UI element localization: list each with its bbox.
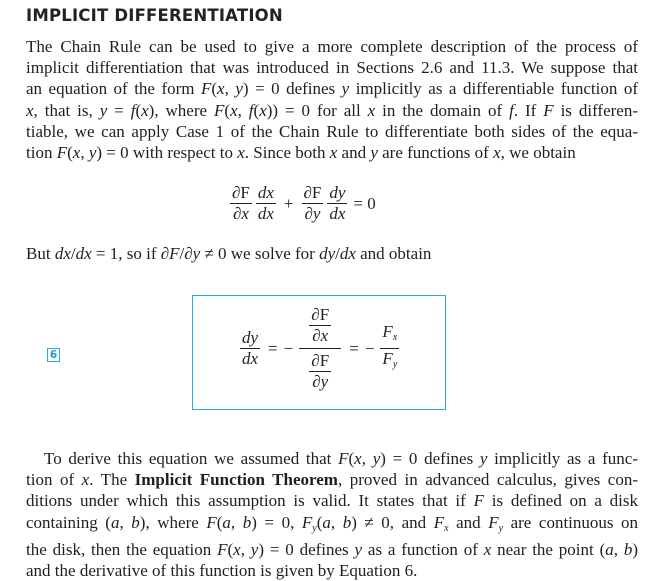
fraction-dF-dy: $\frac{\partial F}{\partial y}$ xyxy=(303,183,322,223)
text-line: The Chain Rule can be used to give a more complete description of the process of xyxy=(26,37,638,56)
compound-fraction xyxy=(299,306,341,391)
text-line: tiable, we can apply Case 1 of the Chain Rule to differentiate both sides of the equa- xyxy=(26,121,638,141)
minus-sign: − xyxy=(364,338,375,358)
minus-sign: − xyxy=(283,338,294,358)
implicit-derivative-formula xyxy=(238,306,401,391)
fraction-dF-dx: $\frac{\partial F}{\partial x}$ xyxy=(311,305,330,345)
text-line: x, that is, y = f(x), where F(x, f(x)) = 0 for all x in the domain of f. If F is differen- xyxy=(26,100,639,120)
text-line: tion of x. The Implicit Function Theorem, proved in advanced calculus, gives con- xyxy=(26,470,639,490)
paragraph-chain-rule-intro xyxy=(26,36,638,163)
text-line: an equation of the form F(x, y) = 0 defines y implicitly as a differentiable function of xyxy=(26,79,638,99)
text-line: tion F(x, y) = 0 with respect to x. Since both x and y are functions of x, we obtain xyxy=(26,143,576,163)
chain-rule-equation xyxy=(228,184,382,223)
equals-sign: = xyxy=(268,338,278,358)
equals-zero: = 0 xyxy=(353,193,376,213)
section-heading: IMPLICIT DIFFERENTIATION xyxy=(26,6,283,25)
paragraph-implicit-function-theorem xyxy=(26,448,638,581)
equation-number-badge: 6 xyxy=(47,348,60,362)
fraction-Fx-Fy: $\frac{F_x}{F_y}$ xyxy=(382,322,398,370)
text-line: ditions under which this assumption is valid. It states that if F is defined on a disk xyxy=(26,491,638,511)
fraction-dy-dx: $\frac{dy}{dx}$ xyxy=(242,328,259,368)
main-fraction-bar xyxy=(299,348,341,349)
fraction-dF-dx: $\frac{\partial F}{\partial x}$ xyxy=(232,183,250,223)
text-line: To derive this equation we assumed that F(x, y) = 0 defines y implicitly as a func- xyxy=(44,449,638,468)
paragraph-solve-for-derivative xyxy=(26,243,638,264)
fraction-dx-dx: $\frac{dx}{dx}$ xyxy=(257,183,274,223)
text-line: But dx/dx = 1, so if ∂F/∂y ≠ 0 we solve for dy/dx and obtain xyxy=(26,244,432,263)
text-line: implicit differentiation that was introduced in Sections 2.6 and 11.3. We suppose that xyxy=(26,58,638,78)
fraction-dy-dx: $\frac{dy}{dx}$ xyxy=(329,183,346,223)
text-line: containing (a, b), where F(a, b) = 0, $F_y(a$, b) ≠ 0, and $F_x$ and $F_y$ are continuous on xyxy=(26,512,639,534)
equals-sign: = xyxy=(349,338,359,358)
plus-operator: + xyxy=(283,193,294,213)
text-line: and the derivative of this function is given by Equation 6. xyxy=(26,561,418,581)
fraction-dF-dy: $\frac{\partial F}{\partial y}$ xyxy=(311,351,330,391)
implicit-function-theorem-term: Implicit Function Theorem xyxy=(134,470,338,490)
text-line: the disk, then the equation F(x, y) = 0 defines y as a function of x near the point (a, b) xyxy=(26,539,639,559)
